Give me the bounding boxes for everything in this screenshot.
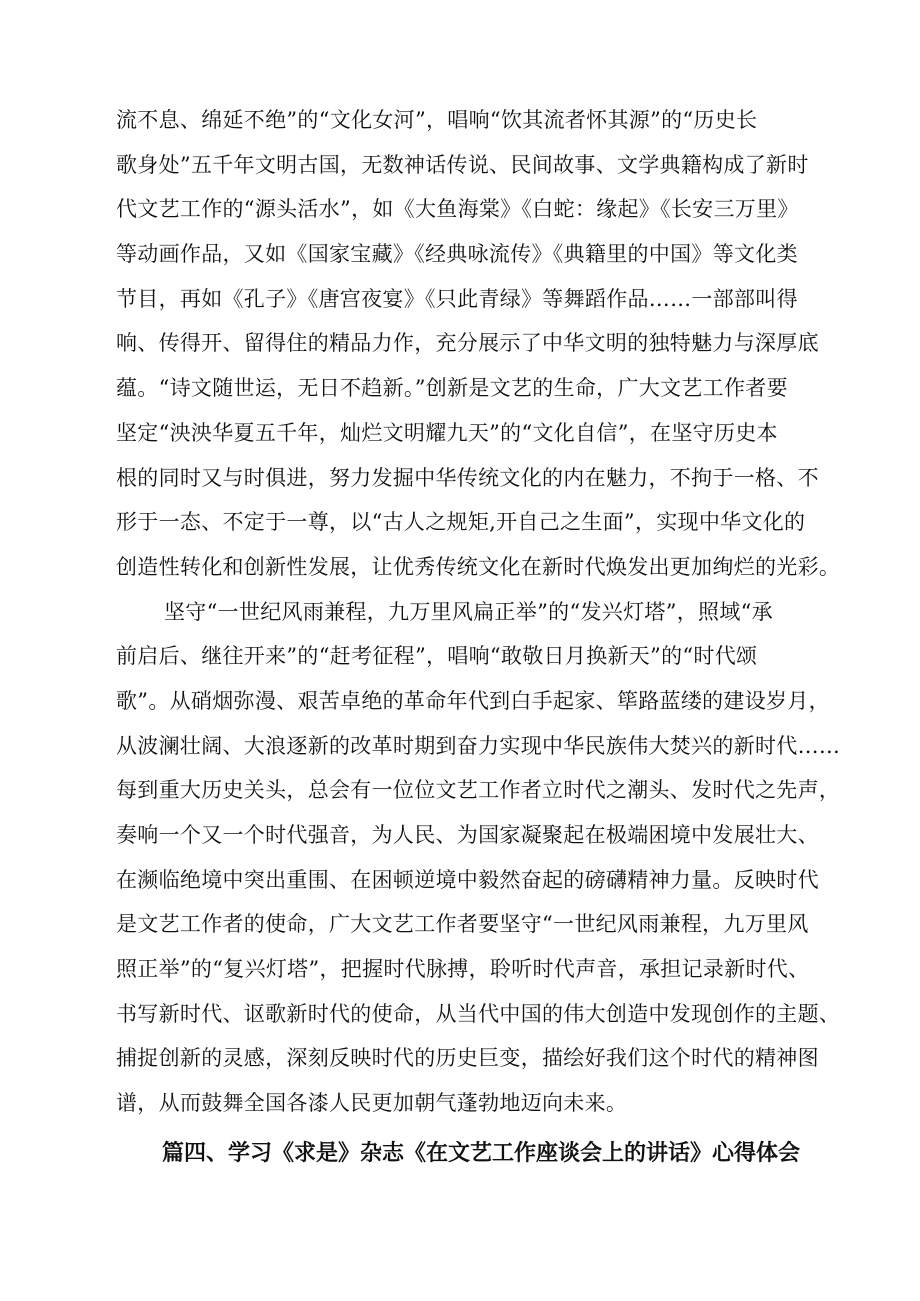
text-line: 代文艺工作的“源头活水”，如《大鱼海棠》《白蛇：缘起》《长安三万里》 (116, 197, 799, 222)
text-line: 捕捉创新的灵感，深刻反映时代的历史巨变，描绘好我们这个时代的精神图 (116, 1046, 819, 1071)
text-line: 歌”。从硝烟弥漫、艰苦卓绝的革命年代到白手起家、筚路蓝缕的建设岁月， (116, 688, 830, 713)
text-line: 前启后、继往开来”的“赶考征程”，唱响“敢敬日月换新天”的“时代颂 (116, 644, 758, 669)
text-line: 形于一态、不定于一尊，以“古人之规矩,开自己之生面”，实现中华文化的 (116, 510, 806, 535)
text-line: 节目，再如《孔子》《唐宫夜宴》《只此青绿》等舞蹈作品……一部部叫得 (116, 286, 798, 311)
text-line: 在濒临绝境中突出重围、在困顿逆境中毅然奋起的磅礴精神力量。反映时代 (116, 867, 819, 892)
text-line: 流不息、绵延不绝”的“文化女河”，唱响“饮其流者怀其源”的“历史长 (116, 108, 758, 132)
text-line: 谱，从而鼓舞全国各漆人民更加朝气蓬勃地迈向未来。 (116, 1091, 628, 1116)
text-line: 根的同时又与时俱进，努力发掘中华传统文化的内在魅力，不拘于一格、不 (116, 465, 819, 490)
text-line: 照正举”的“复兴灯塔”，把握时代脉搏，聆听时代声音，承担记录新时代、 (116, 957, 810, 982)
paragraph-1 (116, 98, 860, 590)
text-line: 书写新时代、讴歌新时代的使命，从当代中国的伟大创造中发现创作的主题、 (116, 1001, 841, 1026)
text-line: 蕴。“诗文随世运，无日不趋新。”创新是文艺的生命，广大文艺工作者要 (116, 376, 788, 401)
text-line: 是文艺工作者的使命，广大文艺工作者要坚守“一世纪风雨兼程，九万里风 (116, 912, 809, 937)
text-line: 坚定“泱泱华夏五千年，灿烂文明耀九天”的“文化自信”，在坚守历史本 (116, 420, 778, 445)
text-line: 等动画作品，又如《国家宝藏》《经典咏流传》《典籍里的中国》等文化类 (116, 242, 798, 267)
paragraph-2 (116, 590, 860, 1126)
document-body (116, 98, 860, 1126)
text-line: 坚守“一世纪风雨兼程，九万里风扁正举”的“发兴灯塔”，照域“承 (164, 599, 773, 624)
text-line: 创造性转化和创新性发展，让优秀传统文化在新时代焕发出更加绚烂的光彩。 (116, 554, 841, 579)
text-line: 响、传得开、留得住的精品力作，充分展示了中华文明的独特魅力与深厚底 (116, 331, 819, 356)
text-line: 歌身处”五千年文明古国，无数神话传说、民间故事、文学典籍构成了新时 (116, 152, 809, 177)
text-line: 每到重大历史关头，总会有一位位文艺工作者立时代之潮头、发时代之先声， (116, 778, 841, 803)
text-line: 奏响一个又一个时代强音，为人民、为国家凝聚起在极端困境中发展壮大、 (116, 823, 819, 847)
section-heading: 篇四、学习《求是》杂志《在文艺工作座谈会上的讲话》心得体会 (162, 1141, 801, 1166)
text-line: 从波澜壮阔、大浪逐新的改革时期到奋力实现中华民族伟大焚兴的新时代…… (116, 733, 841, 758)
